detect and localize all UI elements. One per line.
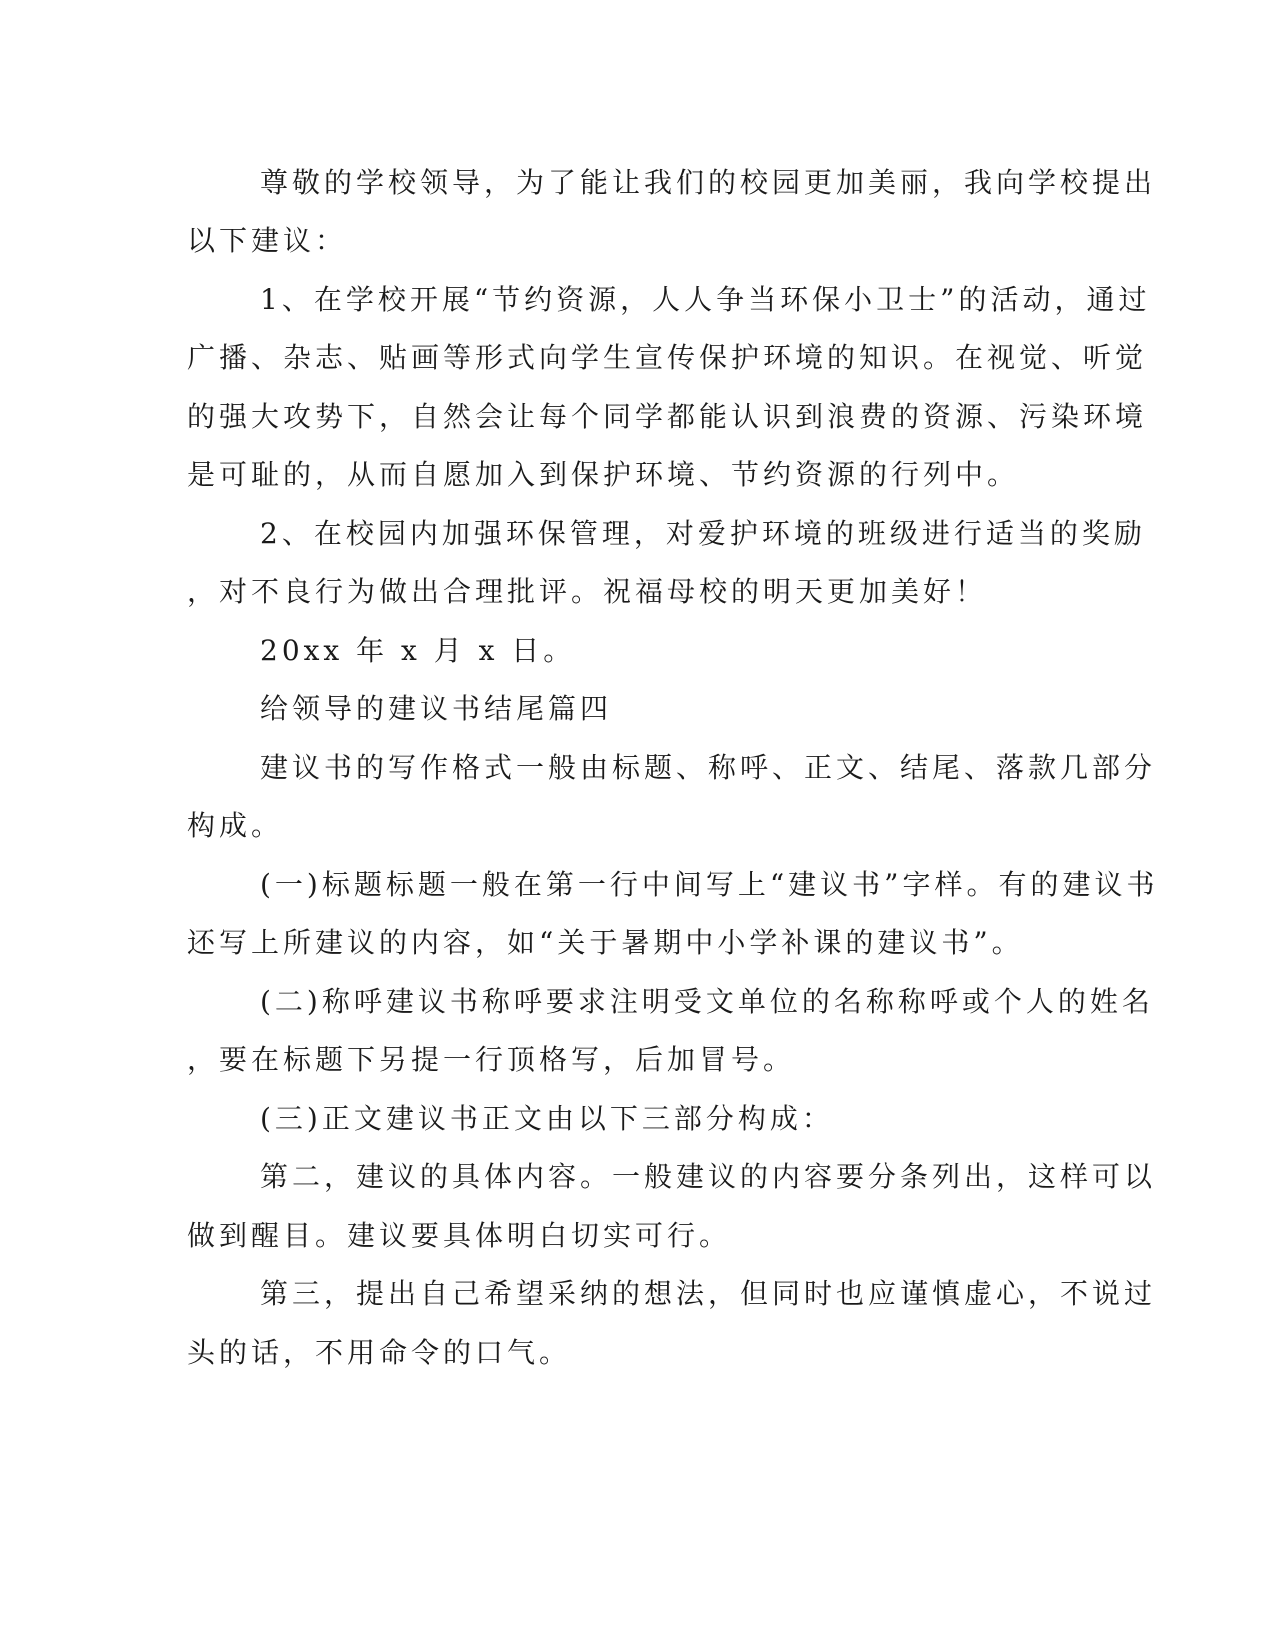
paragraph-greeting-line-2: 以下建议：	[187, 224, 348, 257]
paragraph-greeting-line-1: 尊敬的学校领导，为了能让我们的校园更加美丽，我向学校提出	[260, 166, 1157, 199]
body-section-line: (三)正文建议书正文由以下三部分构成：	[260, 1102, 834, 1135]
title-section-line-1: (一)标题标题一般在第一行中间写上“建议书”字样。有的建议书	[260, 868, 1159, 901]
suggestion-1-line-2: 广播、杂志、贴画等形式向学生宣传保护环境的知识。在视觉、听觉	[187, 341, 1148, 374]
salutation-section-line-2: ，要在标题下另提一行顶格写，后加冒号。	[187, 1043, 796, 1076]
suggestion-1-line-1: 1、在学校开展“节约资源，人人争当环保小卫士”的活动，通过	[260, 283, 1151, 316]
second-point-line-1: 第二，建议的具体内容。一般建议的内容要分条列出，这样可以	[260, 1160, 1157, 1193]
title-section-line-2: 还写上所建议的内容，如“关于暑期中小学补课的建议书”。	[187, 926, 1024, 959]
salutation-section-line-1: (二)称呼建议书称呼要求注明受文单位的名称称呼或个人的姓名	[260, 985, 1154, 1018]
suggestion-2-line-2: ，对不良行为做出合理批评。祝福母校的明天更加美好！	[187, 575, 988, 608]
third-point-line-1: 第三，提出自己希望采纳的想法，但同时也应谨慎虚心，不说过	[260, 1277, 1157, 1310]
format-intro-line-1: 建议书的写作格式一般由标题、称呼、正文、结尾、落款几部分	[260, 751, 1157, 784]
third-point-line-2: 头的话，不用命令的口气。	[187, 1336, 572, 1369]
second-point-line-2: 做到醒目。建议要具体明白切实可行。	[187, 1219, 732, 1252]
suggestion-2-line-1: 2、在校园内加强环保管理，对爱护环境的班级进行适当的奖励	[260, 517, 1146, 550]
format-intro-line-2: 构成。	[187, 809, 284, 842]
date-line: 20xx 年 x 月 x 日。	[260, 634, 576, 667]
suggestion-1-line-3: 的强大攻势下，自然会让每个同学都能认识到浪费的资源、污染环境	[187, 400, 1148, 433]
section-heading: 给领导的建议书结尾篇四	[260, 692, 613, 725]
suggestion-1-line-4: 是可耻的，从而自愿加入到保护环境、节约资源的行列中。	[187, 458, 1020, 491]
